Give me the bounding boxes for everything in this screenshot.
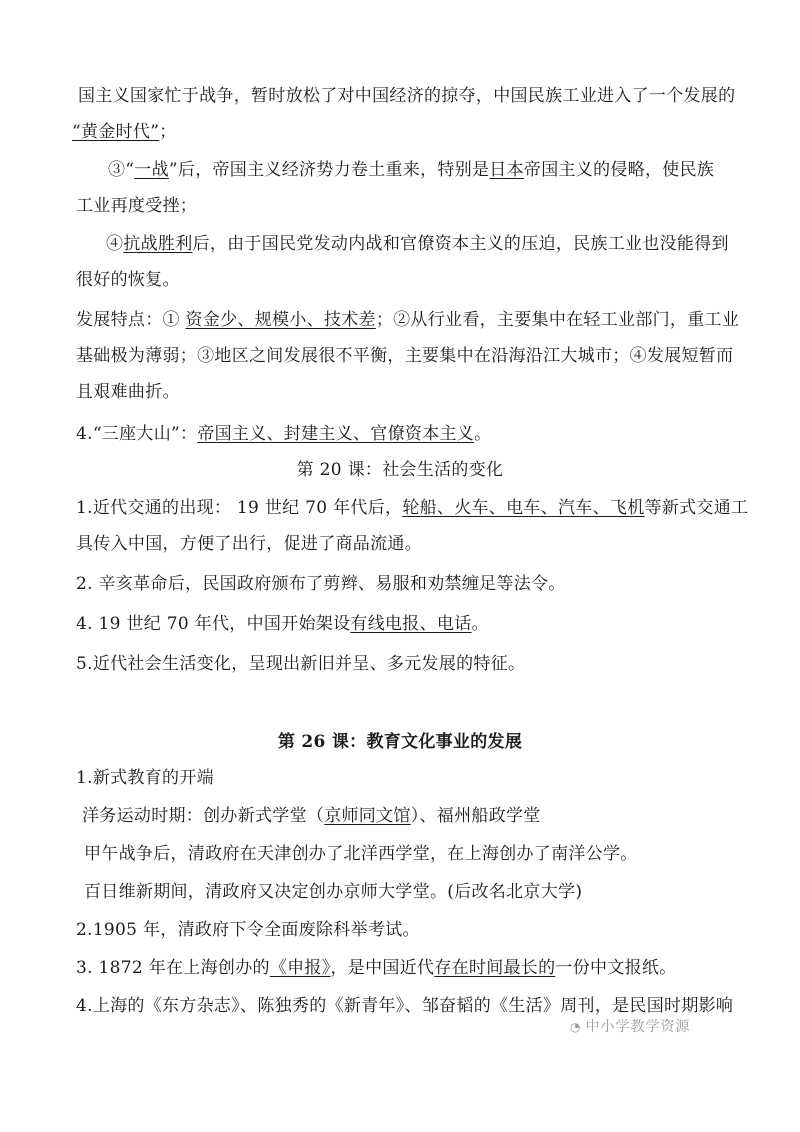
text: 发展特点：① bbox=[76, 310, 186, 330]
lesson-20-title bbox=[0, 458, 800, 482]
heading-text: 第 20 课：社会生活的变化 bbox=[296, 460, 504, 480]
underlined-text: 《申报》 bbox=[269, 958, 331, 978]
text: 。 bbox=[471, 614, 489, 634]
paragraph-line bbox=[0, 918, 800, 942]
watermark-text: 中小学教学资源 bbox=[585, 1019, 691, 1035]
paragraph-line bbox=[0, 572, 800, 596]
lesson-26-title bbox=[0, 730, 800, 754]
paragraph-line bbox=[0, 766, 800, 790]
paragraph-line bbox=[0, 842, 800, 866]
text: ”后，帝国主义经济势力卷土重来，特别是 bbox=[168, 160, 490, 180]
paragraph-line bbox=[0, 532, 800, 556]
text: 后，由于国民党发动内战和官僚资本主义的压迫，民族工业也没能得到 bbox=[192, 234, 729, 254]
paragraph-line bbox=[0, 994, 800, 1018]
text: 甲午战争后，清政府在天津创办了北洋西学堂，在上海创办了南洋公学。 bbox=[84, 844, 638, 864]
text: 5.近代社会生活变化，呈现出新旧并呈、多元发展的特征。 bbox=[76, 654, 526, 674]
text: 具传入中国，方便了出行，促进了商品流通。 bbox=[76, 534, 422, 554]
text: 3. 1872 年在上海创办的 bbox=[76, 958, 270, 978]
text: 百日维新期间，清政府又决定创办京师大学堂。(后改名北京大学) bbox=[84, 882, 583, 902]
paragraph-line bbox=[0, 956, 800, 980]
text: 4.“三座大山”： bbox=[76, 424, 198, 444]
text: ）、福州船政学堂 bbox=[410, 806, 541, 826]
text: 等新式交通工 bbox=[644, 498, 749, 518]
paragraph-line bbox=[0, 344, 800, 368]
paragraph-line bbox=[0, 496, 800, 520]
text: ； bbox=[159, 122, 177, 142]
underlined-text: “黄金时代” bbox=[72, 122, 160, 142]
paragraph-line bbox=[0, 804, 800, 828]
text: 4.上海的《东方杂志》、陈独秀的《新青年》、邹奋韬的《生活》周刊，是民国时期影响 bbox=[76, 996, 734, 1016]
paragraph-line bbox=[0, 84, 800, 108]
paragraph-line bbox=[0, 612, 800, 636]
paragraph-line bbox=[0, 268, 800, 292]
text: 很好的恢复。 bbox=[76, 270, 180, 290]
underlined-text: 有线电报、电话 bbox=[350, 614, 472, 634]
paragraph-line bbox=[0, 880, 800, 904]
text: 基础极为薄弱；③地区之间发展很不平衡，主要集中在沿海沿江大城市；④发展短暂而 bbox=[76, 346, 734, 366]
text: 洋务运动时期：创办新式学堂（ bbox=[82, 806, 325, 826]
text: 工业再度受挫； bbox=[76, 196, 198, 216]
paragraph-line bbox=[0, 422, 800, 446]
text: 。 bbox=[474, 424, 492, 444]
paragraph-line bbox=[0, 652, 800, 676]
underlined-text: 资金少、规模小、技术差 bbox=[185, 310, 376, 330]
underlined-text: 帝国主义、封建主义、官僚资本主义 bbox=[197, 424, 475, 444]
underlined-text: 一战 bbox=[134, 160, 169, 180]
underlined-text: 抗战胜利 bbox=[123, 234, 193, 254]
text: ，是中国近代 bbox=[330, 958, 435, 978]
text: ③“ bbox=[108, 160, 135, 180]
text: 2. 辛亥革命后，民国政府颁布了剪辫、易服和劝禁缠足等法令。 bbox=[76, 574, 566, 594]
text: ；②从行业看，主要集中在轻工业部门，重工业 bbox=[375, 310, 740, 330]
paragraph-line bbox=[0, 120, 800, 144]
wechat-icon: ◔ bbox=[570, 1020, 582, 1034]
text: 一份中文报纸。 bbox=[555, 958, 677, 978]
paragraph-line bbox=[0, 308, 800, 332]
heading-text: 第 26 课：教育文化事业的发展 bbox=[277, 732, 523, 752]
text: ④ bbox=[106, 234, 124, 254]
paragraph-line bbox=[0, 158, 800, 182]
watermark bbox=[570, 1016, 690, 1036]
text: 且艰难曲折。 bbox=[76, 382, 180, 402]
text: 帝国主义的侵略，使民族 bbox=[523, 160, 715, 180]
text: 1.近代交通的出现： 19 世纪 70 年代后， bbox=[76, 498, 403, 518]
paragraph-line bbox=[0, 380, 800, 404]
underlined-text: 轮船、火车、电车、汽车、飞机 bbox=[402, 498, 645, 518]
underlined-text: 京师同文馆 bbox=[324, 806, 411, 826]
paragraph-line bbox=[0, 194, 800, 218]
underlined-text: 日本 bbox=[489, 160, 524, 180]
text: 1.新式教育的开端 bbox=[76, 768, 214, 788]
text: 国主义国家忙于战争，暂时放松了对中国经济的掠夺，中国民族工业进入了一个发展的 bbox=[78, 86, 736, 106]
underlined-text: 存在时间最长的 bbox=[434, 958, 556, 978]
text: 4. 19 世纪 70 年代，中国开始架设 bbox=[76, 614, 351, 634]
paragraph-line bbox=[0, 232, 800, 256]
text: 2.1905 年，清政府下令全面废除科举考试。 bbox=[76, 920, 420, 940]
